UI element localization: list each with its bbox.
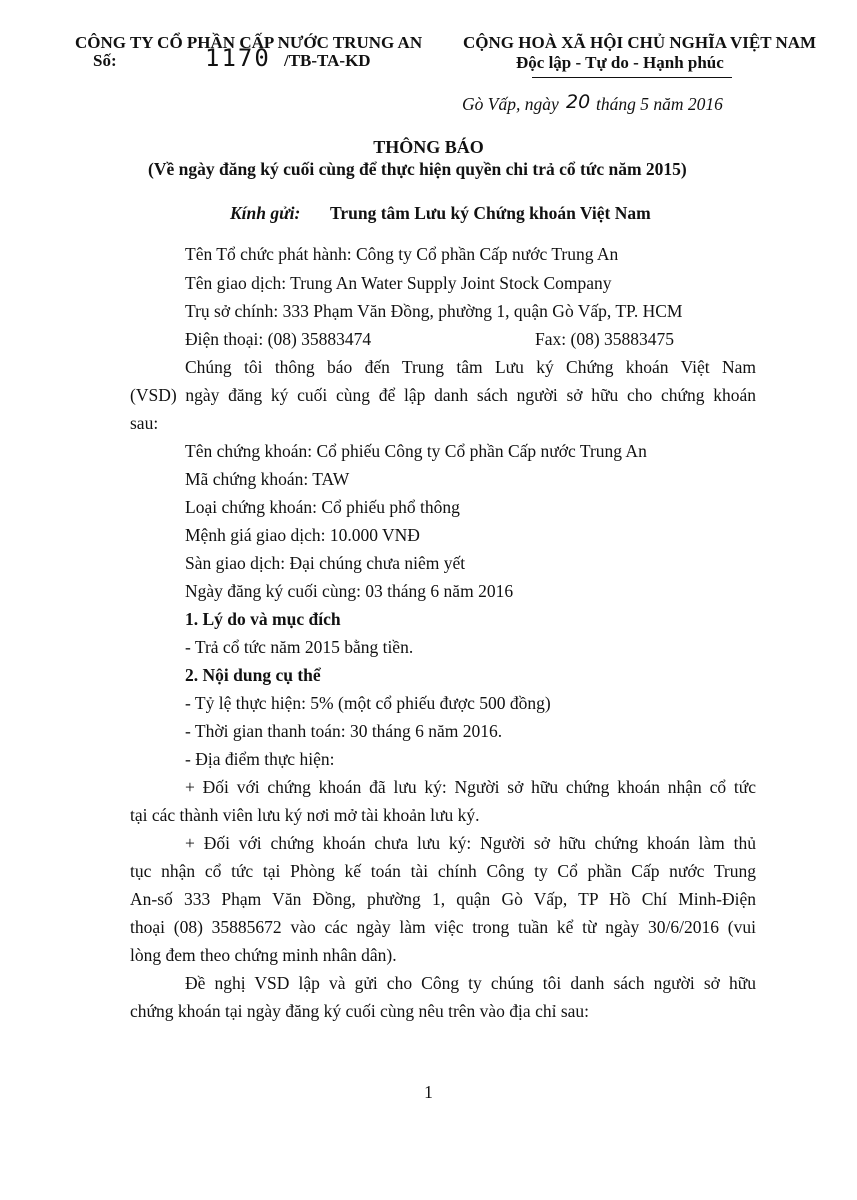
issuer-fax: Fax: (08) 35883475 (535, 329, 675, 349)
nondeposited-line-1: + Đối với chứng khoán chưa lưu ký: Người sở hữu chứng khoán làm thủ (185, 833, 756, 853)
issuer-phone: Điện thoại: (08) 35883474 (185, 329, 372, 349)
recipient-name: Trung tâm Lưu ký Chứng khoán Việt Nam (330, 203, 651, 223)
date-suffix: tháng 5 năm 2016 (596, 94, 723, 114)
nondeposited-line-4: thoại (08) 35885672 vào các ngày làm việc trong tuần kể từ ngày 30/6/2016 (vui (130, 917, 756, 937)
security-par-value: Mệnh giá giao dịch: 10.000 VNĐ (185, 525, 420, 545)
intro-line-3: sau: (130, 413, 159, 433)
national-motto: Độc lập - Tự do - Hạnh phúc (516, 53, 724, 72)
doc-number-value: 1170 (205, 44, 271, 72)
doc-number-label: Số: (93, 51, 117, 70)
payment-place: - Địa điểm thực hiện: (185, 749, 335, 769)
deposited-line-2: tại các thành viên lưu ký nơi mở tài khoản lưu ký. (130, 805, 480, 825)
request-line-2: chứng khoán tại ngày đăng ký cuối cùng nêu trên vào địa chỉ sau: (130, 1001, 590, 1021)
section-1-heading: 1. Lý do và mục đích (185, 609, 341, 629)
section-1-item: - Trả cổ tức năm 2015 bằng tiền. (185, 637, 414, 657)
request-line-1: Đề nghị VSD lập và gửi cho Công ty chúng tôi danh sách người sở hữu (185, 973, 756, 993)
date-day: 20 (566, 91, 591, 113)
security-name: Tên chứng khoán: Cổ phiếu Công ty Cổ phần Cấp nước Trung An (185, 441, 647, 461)
payment-date: - Thời gian thanh toán: 30 tháng 6 năm 2016. (185, 721, 503, 741)
document-title: THÔNG BÁO (373, 137, 484, 157)
security-type: Loại chứng khoán: Cổ phiếu phổ thông (185, 497, 460, 517)
record-date: Ngày đăng ký cuối cùng: 03 tháng 6 năm 2016 (185, 581, 514, 601)
intro-line-2: (VSD) ngày đăng ký cuối cùng để lập danh sách người sở hữu cho chứng khoán (130, 385, 756, 405)
issuer-org: Tên Tổ chức phát hành: Công ty Cổ phần Cấp nước Trung An (185, 244, 619, 264)
security-code: Mã chứng khoán: TAW (185, 469, 350, 489)
issuer-trade-name: Tên giao dịch: Trung An Water Supply Joint Stock Company (185, 273, 612, 293)
dividend-ratio: - Tỷ lệ thực hiện: 5% (một cổ phiếu được 500 đồng) (185, 693, 551, 713)
nondeposited-line-2: tục nhận cổ tức tại Phòng kế toán tài chính Công ty Cổ phần Cấp nước Trung (130, 861, 756, 881)
date-prefix: Gò Vấp, ngày (462, 94, 559, 114)
issuer-address: Trụ sở chính: 333 Phạm Văn Đồng, phường 1, quận Gò Vấp, TP. HCM (185, 301, 683, 321)
section-2-heading: 2. Nội dung cụ thể (185, 665, 321, 685)
security-exchange: Sàn giao dịch: Đại chúng chưa niêm yết (185, 553, 466, 573)
company-name: CÔNG TY CỔ PHẦN CẤP NƯỚC TRUNG AN (75, 33, 423, 52)
deposited-line-1: + Đối với chứng khoán đã lưu ký: Người sở hữu chứng khoán nhận cổ tức (185, 777, 756, 797)
recipient-label: Kính gửi: (230, 203, 301, 223)
motto-underline (532, 77, 732, 78)
nondeposited-line-5: lòng đem theo chứng minh nhân dân). (130, 945, 397, 965)
nondeposited-line-3: An-số 333 Phạm Văn Đồng, phường 1, quận Gò Vấp, TP Hồ Chí Minh-Điện (130, 889, 756, 909)
document-subtitle: (Về ngày đăng ký cuối cùng để thực hiện quyền chi trả cổ tức năm 2015) (148, 159, 687, 179)
doc-number-suffix: /TB-TA-KD (284, 51, 371, 70)
nation-title: CỘNG HOÀ XÃ HỘI CHỦ NGHĨA VIỆT NAM (463, 33, 817, 52)
intro-line-1: Chúng tôi thông báo đến Trung tâm Lưu ký Chứng khoán Việt Nam (185, 357, 756, 377)
page-number: 1 (424, 1082, 433, 1102)
